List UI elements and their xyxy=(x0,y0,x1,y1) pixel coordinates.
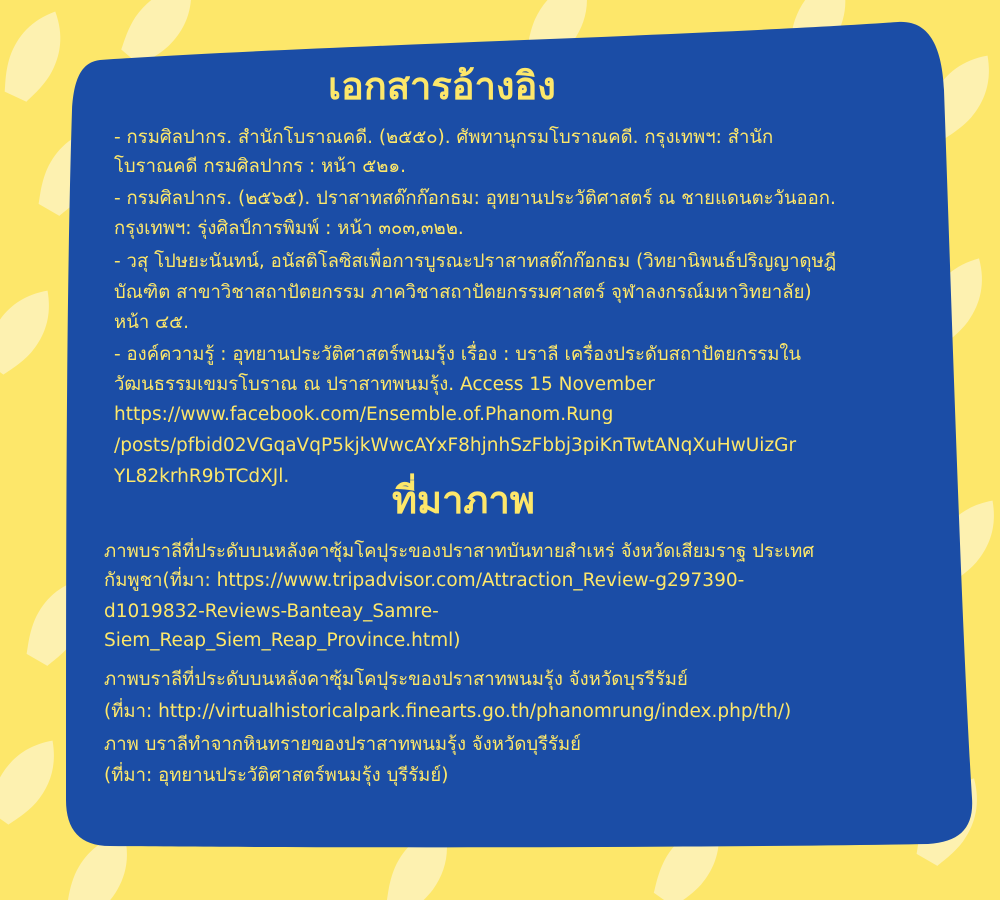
reference-line: โบราณคดี กรมศิลปากร : หน้า ๕๒๑. xyxy=(114,156,407,177)
reference-line: หน้า ๔๕. xyxy=(114,312,189,333)
source-line: (ที่มา: อุทยานประวัติศาสตร์พนมรุ้ง บุรีรัมย์) xyxy=(104,765,449,786)
reference-line: วัฒนธรรมเขมรโบราณ ณ ปราสาทพนมรุ้ง. Access 15 November xyxy=(114,374,655,395)
reference-line: https://www.facebook.com/Ensemble.of.Phanom.Rung xyxy=(114,404,614,425)
reference-line: - องค์ความรู้ : อุทยานประวัติศาสตร์พนมรุ้ง เรื่อง : บราลี เครื่องประดับสถาปัตยกรรมใน xyxy=(114,344,802,365)
reference-line: - วสุ โปษยะนันทน์, อนัสติโลซิสเพื่อการบูรณะปราสาทสด๊กก๊อกธม (วิทยานิพนธ์ปริญญาดุษฎี xyxy=(114,251,837,272)
source-line: ภาพบราลีที่ประดับบนหลังคาซุ้มโคปุระของปราสาทบันทายสำเหร่ จังหวัดเสียมราฐ ประเทศ xyxy=(104,541,815,562)
image-sources-heading: ที่มาภาพ xyxy=(392,478,535,522)
reference-line: YL82krhR9bTCdXJl. xyxy=(114,466,290,487)
reference-line: /posts/pfbid02VGqaVqP5kjkWwcAYxF8hjnhSzFbbj3piKnTwtANqXuHwUizGr xyxy=(114,435,797,456)
source-line: Siem_Reap_Siem_Reap_Province.html) xyxy=(104,630,461,651)
source-line: ภาพบราลีที่ประดับบนหลังคาซุ้มโคปุระของปราสาทพนมรุ้ง จังหวัดบุรรีรัมย์ xyxy=(104,669,688,690)
source-line: (ที่มา: http://virtualhistoricalpark.finearts.go.th/phanomrung/index.php/th/) xyxy=(104,701,792,722)
source-line: กัมพูชา(ที่มา: https://www.tripadvisor.com/Attraction_Review-g297390- xyxy=(104,570,745,591)
references-heading: เอกสารอ้างอิง xyxy=(328,64,556,108)
reference-line: - กรมศิลปากร. (๒๕๖๕). ปราสาทสด๊กก๊อกธม: อุทยานประวัติศาสตร์ ณ ชายแดนตะวันออก. xyxy=(114,188,836,209)
source-line: ภาพ บราลีทำจากหินทรายของปราสาทพนมรุ้ง จังหวัดบุรีรัมย์ xyxy=(104,734,582,755)
source-line: d1019832-Reviews-Banteay_Samre- xyxy=(104,601,439,622)
reference-line: บัณฑิต สาขาวิชาสถาปัตยกรรม ภาควิชาสถาปัตยกรรมศาสตร์ จุฬาลงกรณ์มหาวิทยาลัย) xyxy=(114,282,812,303)
reference-line: - กรมศิลปากร. สำนักโบราณคดี. (๒๕๕๐). ศัพทานุกรมโบราณคดี. กรุงเทพฯ: สำนัก xyxy=(114,127,774,148)
reference-line: กรุงเทพฯ: รุ่งศิลป์การพิมพ์ : หน้า ๓๐๓,๓๒๒. xyxy=(114,218,464,239)
